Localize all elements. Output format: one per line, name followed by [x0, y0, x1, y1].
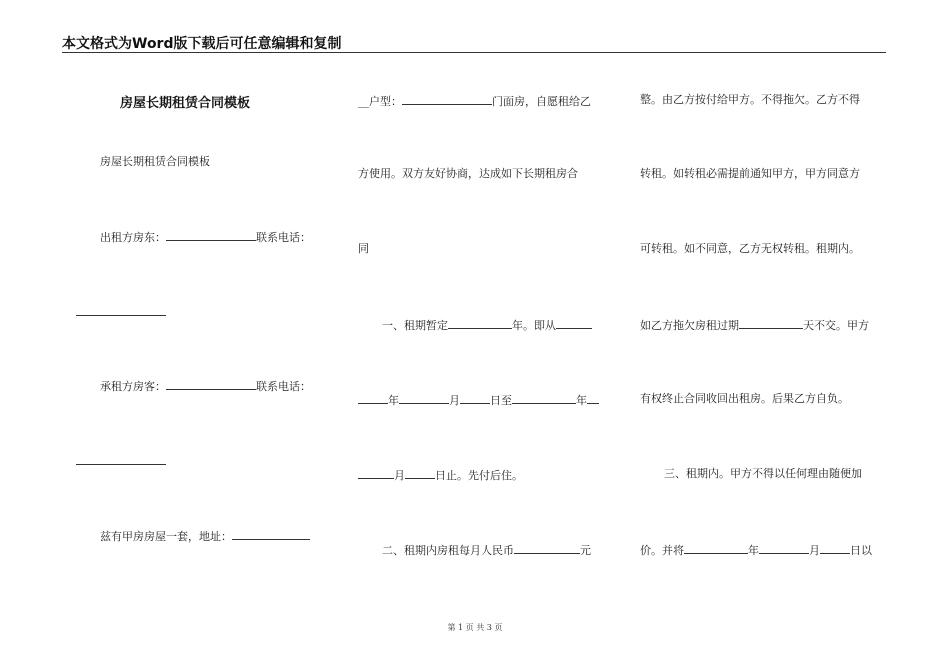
landlord-phone-blank[interactable] [76, 304, 166, 316]
col3-line-3-text: 可转租。如不同意，乙方无权转租。租期内。 [640, 242, 860, 255]
col3-line-1-text: 整。由乙方按付给甲方。不得拖欠。乙方不得 [640, 93, 860, 106]
lease-years-blank[interactable] [448, 317, 512, 329]
rent-label: 二、租期内房租每月人民币 [382, 544, 514, 557]
price-year-label: 年 [748, 544, 759, 557]
end-year-label: 年 [576, 394, 587, 407]
rent-amount-blank[interactable] [514, 542, 580, 554]
end-year-blank[interactable] [512, 392, 576, 404]
end-month-blank[interactable] [358, 467, 394, 479]
start-day-blank[interactable] [460, 392, 490, 404]
col3-line-5 [640, 392, 849, 406]
start-month-blank[interactable] [399, 392, 449, 404]
lease-years-suffix: 年。即从 [512, 319, 556, 332]
price-label: 价。并将 [640, 544, 684, 557]
overdue-suffix: 天不交。甲方 [803, 319, 869, 332]
tenant-label: 承租方房客： [100, 380, 166, 393]
tenant-blank[interactable] [166, 378, 256, 390]
col2-line-1 [358, 93, 591, 109]
document-subtitle [100, 155, 210, 169]
price-year-blank[interactable] [684, 542, 748, 554]
end-month-label: 月 [394, 469, 405, 482]
col3-line-7 [640, 542, 872, 558]
landlord-phone-line [76, 304, 166, 320]
price-month-blank[interactable] [759, 542, 809, 554]
document-title: 房屋长期租赁合同模板 [120, 96, 251, 111]
rent-line [382, 542, 591, 558]
month-label: 月 [449, 394, 460, 407]
col3-line-6-text: 三、租期内。甲方不得以任何理由随便加 [664, 467, 862, 480]
lease-term-line [382, 317, 592, 333]
overdue-label: 如乙方拖欠房租过期 [640, 319, 739, 332]
tenant-phone-label: 联系电话： [256, 380, 311, 393]
col3-line-3 [640, 242, 860, 256]
header-divider [62, 52, 886, 53]
col2-line-3-text: 同 [358, 242, 369, 255]
unit-type-blank[interactable] [402, 93, 492, 105]
col2-line-2 [358, 167, 578, 181]
day-to-label: 日至 [490, 394, 512, 407]
col3-line-1 [640, 93, 860, 107]
property-line [100, 528, 310, 544]
rent-unit: 元 [580, 544, 591, 557]
tenant-phone-line [76, 453, 166, 469]
lease-end-line [358, 467, 523, 483]
end-day-blank[interactable] [405, 467, 435, 479]
col3-line-6 [664, 467, 862, 481]
end-year-tail-blank[interactable] [587, 392, 599, 404]
start-year-blank[interactable] [358, 392, 388, 404]
col3-line-2-text: 转租。如转租必需提前通知甲方，甲方同意方 [640, 167, 860, 180]
col2-line-2-text: 方使用。双方友好协商，达成如下长期租房合 [358, 167, 578, 180]
col2-line-1-text: 门面房，自愿租给乙 [492, 95, 591, 108]
col2-line-3 [358, 242, 369, 256]
property-label: 兹有甲房房屋一套，地址： [100, 530, 232, 543]
end-day-text: 日止。先付后住。 [435, 469, 523, 482]
price-day-blank[interactable] [820, 542, 850, 554]
page-footer: 第 1 页 共 3 页 [447, 623, 503, 632]
price-month-label: 月 [809, 544, 820, 557]
col3-line-5-text: 有权终止合同收回出租房。后果乙方自负。 [640, 392, 849, 405]
year-label: 年 [388, 394, 399, 407]
landlord-label: 出租方房东： [100, 231, 166, 244]
lease-dates-line [358, 392, 599, 408]
unit-type-label: __户型： [358, 95, 402, 108]
col3-line-2 [640, 167, 860, 181]
tenant-phone-blank[interactable] [76, 453, 166, 465]
tenant-line [100, 378, 311, 394]
address-blank[interactable] [232, 528, 310, 540]
price-day-label: 日以 [850, 544, 872, 557]
landlord-line [100, 229, 311, 245]
col3-line-4 [640, 317, 869, 333]
start-year-prefix-blank[interactable] [556, 317, 592, 329]
lease-term-label: 一、租期暂定 [382, 319, 448, 332]
landlord-phone-label: 联系电话： [256, 231, 311, 244]
header-title: 本文格式为Word版下载后可任意编辑和复制 [62, 36, 342, 52]
subtitle-text: 房屋长期租赁合同模板 [100, 155, 210, 168]
overdue-days-blank[interactable] [739, 317, 803, 329]
landlord-blank[interactable] [166, 229, 256, 241]
